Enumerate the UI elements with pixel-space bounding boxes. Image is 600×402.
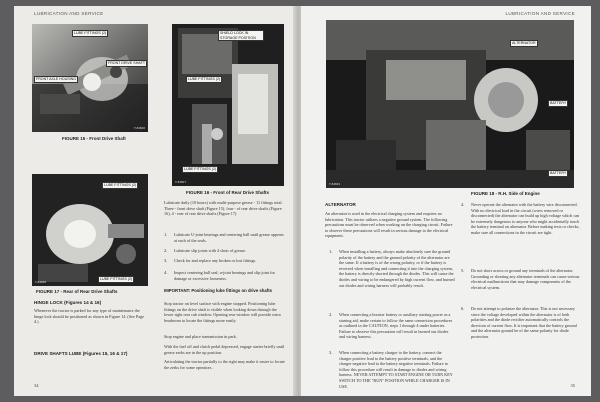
alt-item-2-number: 2. <box>329 312 333 317</box>
stop-engine-text: Stop engine and place transmission in park. <box>164 334 237 339</box>
figure-16-caption: FIGURE 16 - Front of Rear Drive Shafts <box>186 190 270 195</box>
figure-15-photo <box>32 24 148 132</box>
alt-item-6-text: Do not attempt to polarize the alternator. This is not necessary since the voltage developed within the alternator is of both polarities and the diode rectifier automatically controls the direction of current flow. It is important that the battery ground and the alternator ground be of the same polarity for diode protection. <box>471 306 577 339</box>
fig15-label-front-drive-shaft: FRONT DRIVE SHAFT <box>108 61 146 65</box>
alt-item-3-number: 3. <box>329 350 333 355</box>
fig15-code: T-84826 <box>133 126 145 130</box>
hinge-lock-text: Whenever the tractor is parked for any type of maintenance the hinge lock should be positioned as shown in Figure 14. (See Page 4.) <box>34 308 145 325</box>
figure-18-photo <box>326 20 574 188</box>
hinge-lock-heading: HINGE LOCK (Figures 14 & 16) <box>34 300 102 305</box>
figure-16-photo <box>172 24 284 186</box>
fig18-label-alternator: ALTERNATOR <box>512 41 536 45</box>
alt-item-1-number: 1. <box>329 249 333 254</box>
rear-drive-shafts-front-image <box>172 24 284 186</box>
fig18-label-battery-upper: BATTERY <box>550 101 567 105</box>
fig17-code: T-84828 <box>35 280 47 284</box>
figure-17-photo <box>32 174 148 286</box>
right-page-number: 35 <box>570 383 575 388</box>
step-3-number: 3. <box>164 258 168 263</box>
step-2-number: 2. <box>164 248 168 253</box>
fig16-label-lube-fittings-upper: LUBE FITTINGS (2) <box>188 77 221 81</box>
articulating-text: Articulating the tractor partially to the right may make it easier to locate the zerks for some operators. <box>164 359 285 370</box>
fig16-label-shield-lock: SHIELD LOCK IN STORAGE POSITION <box>218 30 264 41</box>
fig16-code: T-84827 <box>175 180 187 184</box>
alt-item-6-number: 6. <box>461 306 465 311</box>
alt-item-2-text: When connecting a booster battery or auxiliary starting power as a starting aid, make certain to follow the same connection procedures as outlined in the CAUTION, steps 1 through 4 under batteries. Failure to observe this precaution will result in burned out diodes and wiring harness. <box>339 312 453 340</box>
left-page-number: 34 <box>34 383 39 388</box>
alt-item-4-number: 4. <box>461 202 465 207</box>
step-3-text: Check for and replace any broken or lost fittings. <box>174 258 257 263</box>
figure-18-caption: FIGURE 18 - R.H. Side of Engine <box>471 191 540 196</box>
important-note: IMPORTANT: Positioning lube fittings on drive shafts <box>164 288 273 293</box>
fuel-off-text: With the fuel off and clutch pedal depressed, engage starter briefly until grease zerks are in the up position. <box>164 344 285 355</box>
step-1-number: 1. <box>164 232 168 237</box>
drive-shafts-lube-heading: DRIVE SHAFTS LUBE (Figures 15, 16 & 17) <box>34 351 128 356</box>
alternator-heading: ALTERNATOR <box>325 202 356 207</box>
fig17-label-lube-fittings-lower: LUBE FITTINGS (2) <box>100 277 133 281</box>
figure-15-caption: FIGURE 15 - Front Drive Shaft <box>62 136 126 141</box>
fig15-label-lube-fittings: LUBE FITTINGS (2) <box>74 31 107 35</box>
fig16-label-lube-fittings-lower: LUBE FITTINGS (2) <box>184 167 217 171</box>
alt-item-1-text: When installing a battery, always make absolutely sure the ground polarity of the battery and the ground polarity of the alternator are the same. If a battery is of the wrong polarity, or if the battery is reversed when installing and connecting it into the charging system, the battery is directly shorted through the diodes. This will cause the diodes and wiring to be endangered by high current flow, and burned out diodes and wiring harness will probably result. <box>339 249 455 288</box>
step-4-text: Inspect centering ball seal, u-joint bearings and slip joint for damage or excessive looseness. <box>174 270 275 281</box>
fig18-code: T-84843 <box>329 182 341 186</box>
left-page-header: LUBRICATION AND SERVICE <box>34 11 104 16</box>
positioning-text: Stop tractor on level surface with engine stopped. Positioning lube fittings on the drive shaft is visible when looking down through the lower right rear cab window. Opening rear window will provide extra headroom to locate the fittings more easily. <box>164 301 281 323</box>
figure-17-caption: FIGURE 17 - Rear of Rear Drive Shafts <box>36 289 118 294</box>
step-1-text: Lubricate U-joint bearings and centering ball until grease appears at each of the seals. <box>174 232 284 243</box>
rear-drive-shafts-rear-image <box>32 174 148 286</box>
lubricate-daily-text: Lubricate daily (10 hours) with multi-purpose grease - 11 fittings total. Three - front drive shaft (Figure 15), four - of rear drive shafts (Figure 16), 4 - rear of rear drive shafts (Figure 17). <box>164 200 283 217</box>
alternator-intro: An alternator is used in the electrical charging system and requires no lubrication. This tractor utilizes a negative ground system. The following precautions must be observed when working on the charging circuit. Failure to observe these precautions will result in serious damage to the electrical equipment. <box>325 211 453 239</box>
alt-item-5-number: 5. <box>461 268 465 273</box>
right-page-header: LUBRICATION AND SERVICE <box>505 11 575 16</box>
fig15-label-front-axle-housing: FRONT AXLE HOUSING <box>36 77 77 81</box>
fig18-label-battery-lower: BATTERY <box>550 171 567 175</box>
right-page <box>301 6 591 396</box>
alt-item-3-text: When connecting a battery charger to the battery, connect the charger positive lead to the battery positive terminals, and the charger negative lead to the battery negative terminals. Failure to follow this procedure will result in damage to diodes and wiring harness. NEVER ATTEMPT TO START ENGINE OR TURN KEY SWITCH TO THE "RUN" POSITION WHILE CHARGER IS IN USE. <box>339 350 453 389</box>
alt-item-5-text: Do not short across or ground any terminals of the alternator. Grounding or shorting any alternator terminals can cause serious electrical malfunctions that may damage components of the electrical system. <box>471 268 580 290</box>
left-page <box>14 6 297 396</box>
fig17-label-lube-fittings-upper: LUBE FITTINGS (2) <box>104 183 137 187</box>
alt-item-4-text: Never operate the alternator with the battery wire disconnected. With no electrical load in the circuit (wires removed or disconnected) the alternator can build up high voltage which can be extremely dangerous to anyone who might accidentally touch the battery terminal on alternator. Before making tests or checks, make sure all connections in the circuit are tight. <box>471 202 580 235</box>
step-2-text: Lubricate slip joints with 4 shots of grease. <box>174 248 247 253</box>
step-4-number: 4. <box>164 270 168 275</box>
